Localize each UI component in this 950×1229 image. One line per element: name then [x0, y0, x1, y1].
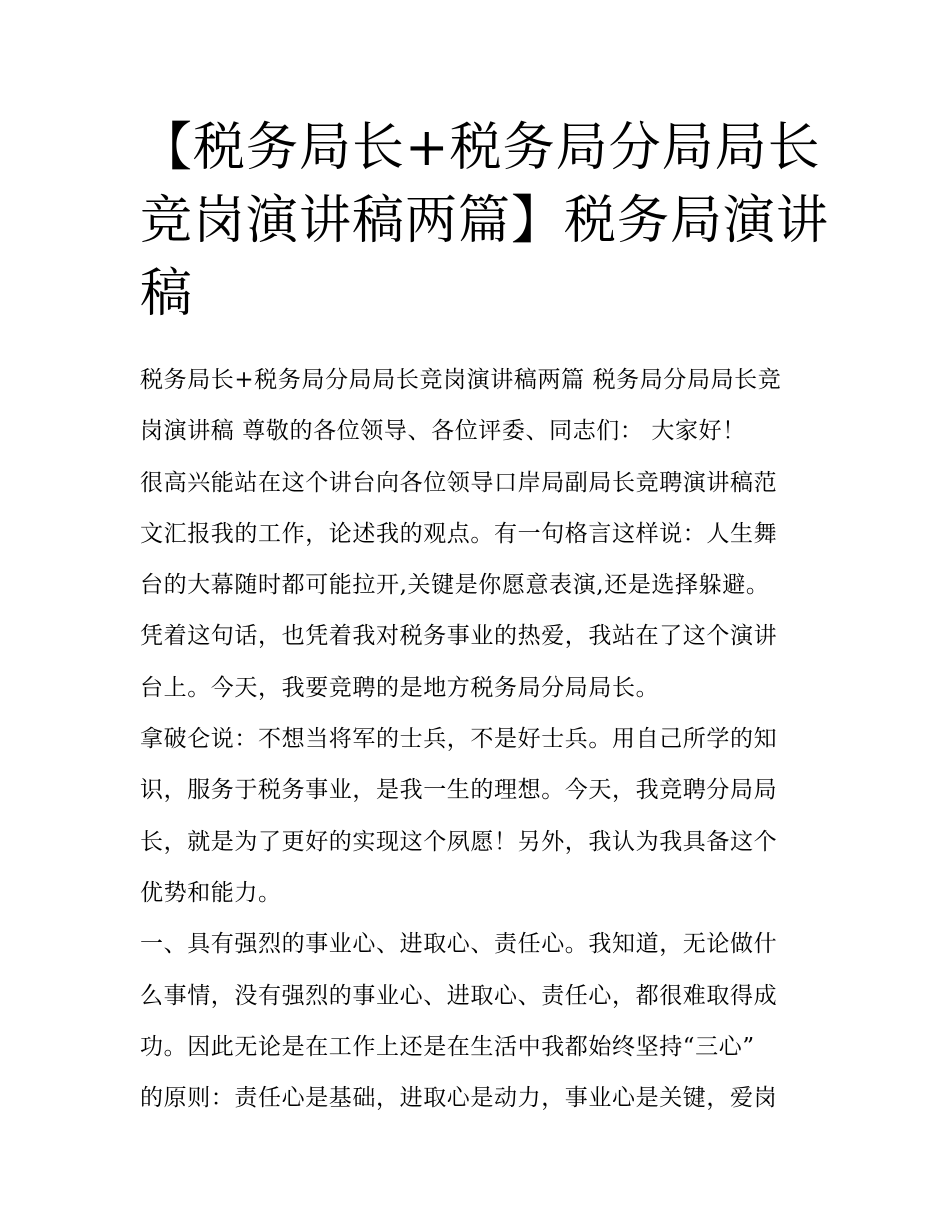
body-line: 长，就是为了更好的实现这个夙愿！另外，我认为我具备这个: [140, 828, 778, 855]
body-line: 岗演讲稿 尊敬的各位领导、各位评委、同志们： 大家好！: [140, 418, 746, 445]
body-line: 台上。今天，我要竞聘的是地方税务局分局局长。: [140, 674, 660, 701]
body-line: 功。因此无论是在工作上还是在生活中我都始终坚持“三心”: [140, 1033, 755, 1060]
body-line: 识，服务于税务事业，是我一生的理想。今天，我竞聘分局局: [140, 777, 778, 804]
document-title: [140, 112, 830, 331]
body-line: 凭着这句话，也凭着我对税务事业的热爱，我站在了这个演讲: [140, 623, 778, 650]
document-body: [140, 355, 820, 1124]
body-line: 的原则：责任心是基础，进取心是动力，事业心是关键，爱岗: [140, 1085, 778, 1112]
body-line: 台的大幕随时都可能拉开,关键是你愿意表演,还是选择躲避。: [140, 572, 770, 599]
title-line: 稿: [140, 264, 194, 324]
body-line: 很高兴能站在这个讲台向各位领导口岸局副局长竞聘演讲稿范: [140, 469, 778, 496]
title-line: 竞岗演讲稿两篇】税务局演讲: [140, 191, 830, 251]
body-line: 么事情，没有强烈的事业心、进取心、责任心，都很难取得成: [140, 982, 778, 1009]
body-line: 拿破仑说：不想当将军的士兵，不是好士兵。用自己所学的知: [140, 726, 778, 753]
body-line: 税务局长+税务局分局局长竞岗演讲稿两篇 税务局分局局长竞: [140, 367, 782, 393]
body-line: 一、具有强烈的事业心、进取心、责任心。我知道，无论做什: [140, 931, 778, 958]
body-line: 优势和能力。: [140, 879, 282, 906]
title-line: 【税务局长+税务局分局局长: [140, 118, 821, 178]
body-line: 文汇报我的工作，论述我的观点。有一句格言这样说：人生舞: [140, 520, 778, 547]
